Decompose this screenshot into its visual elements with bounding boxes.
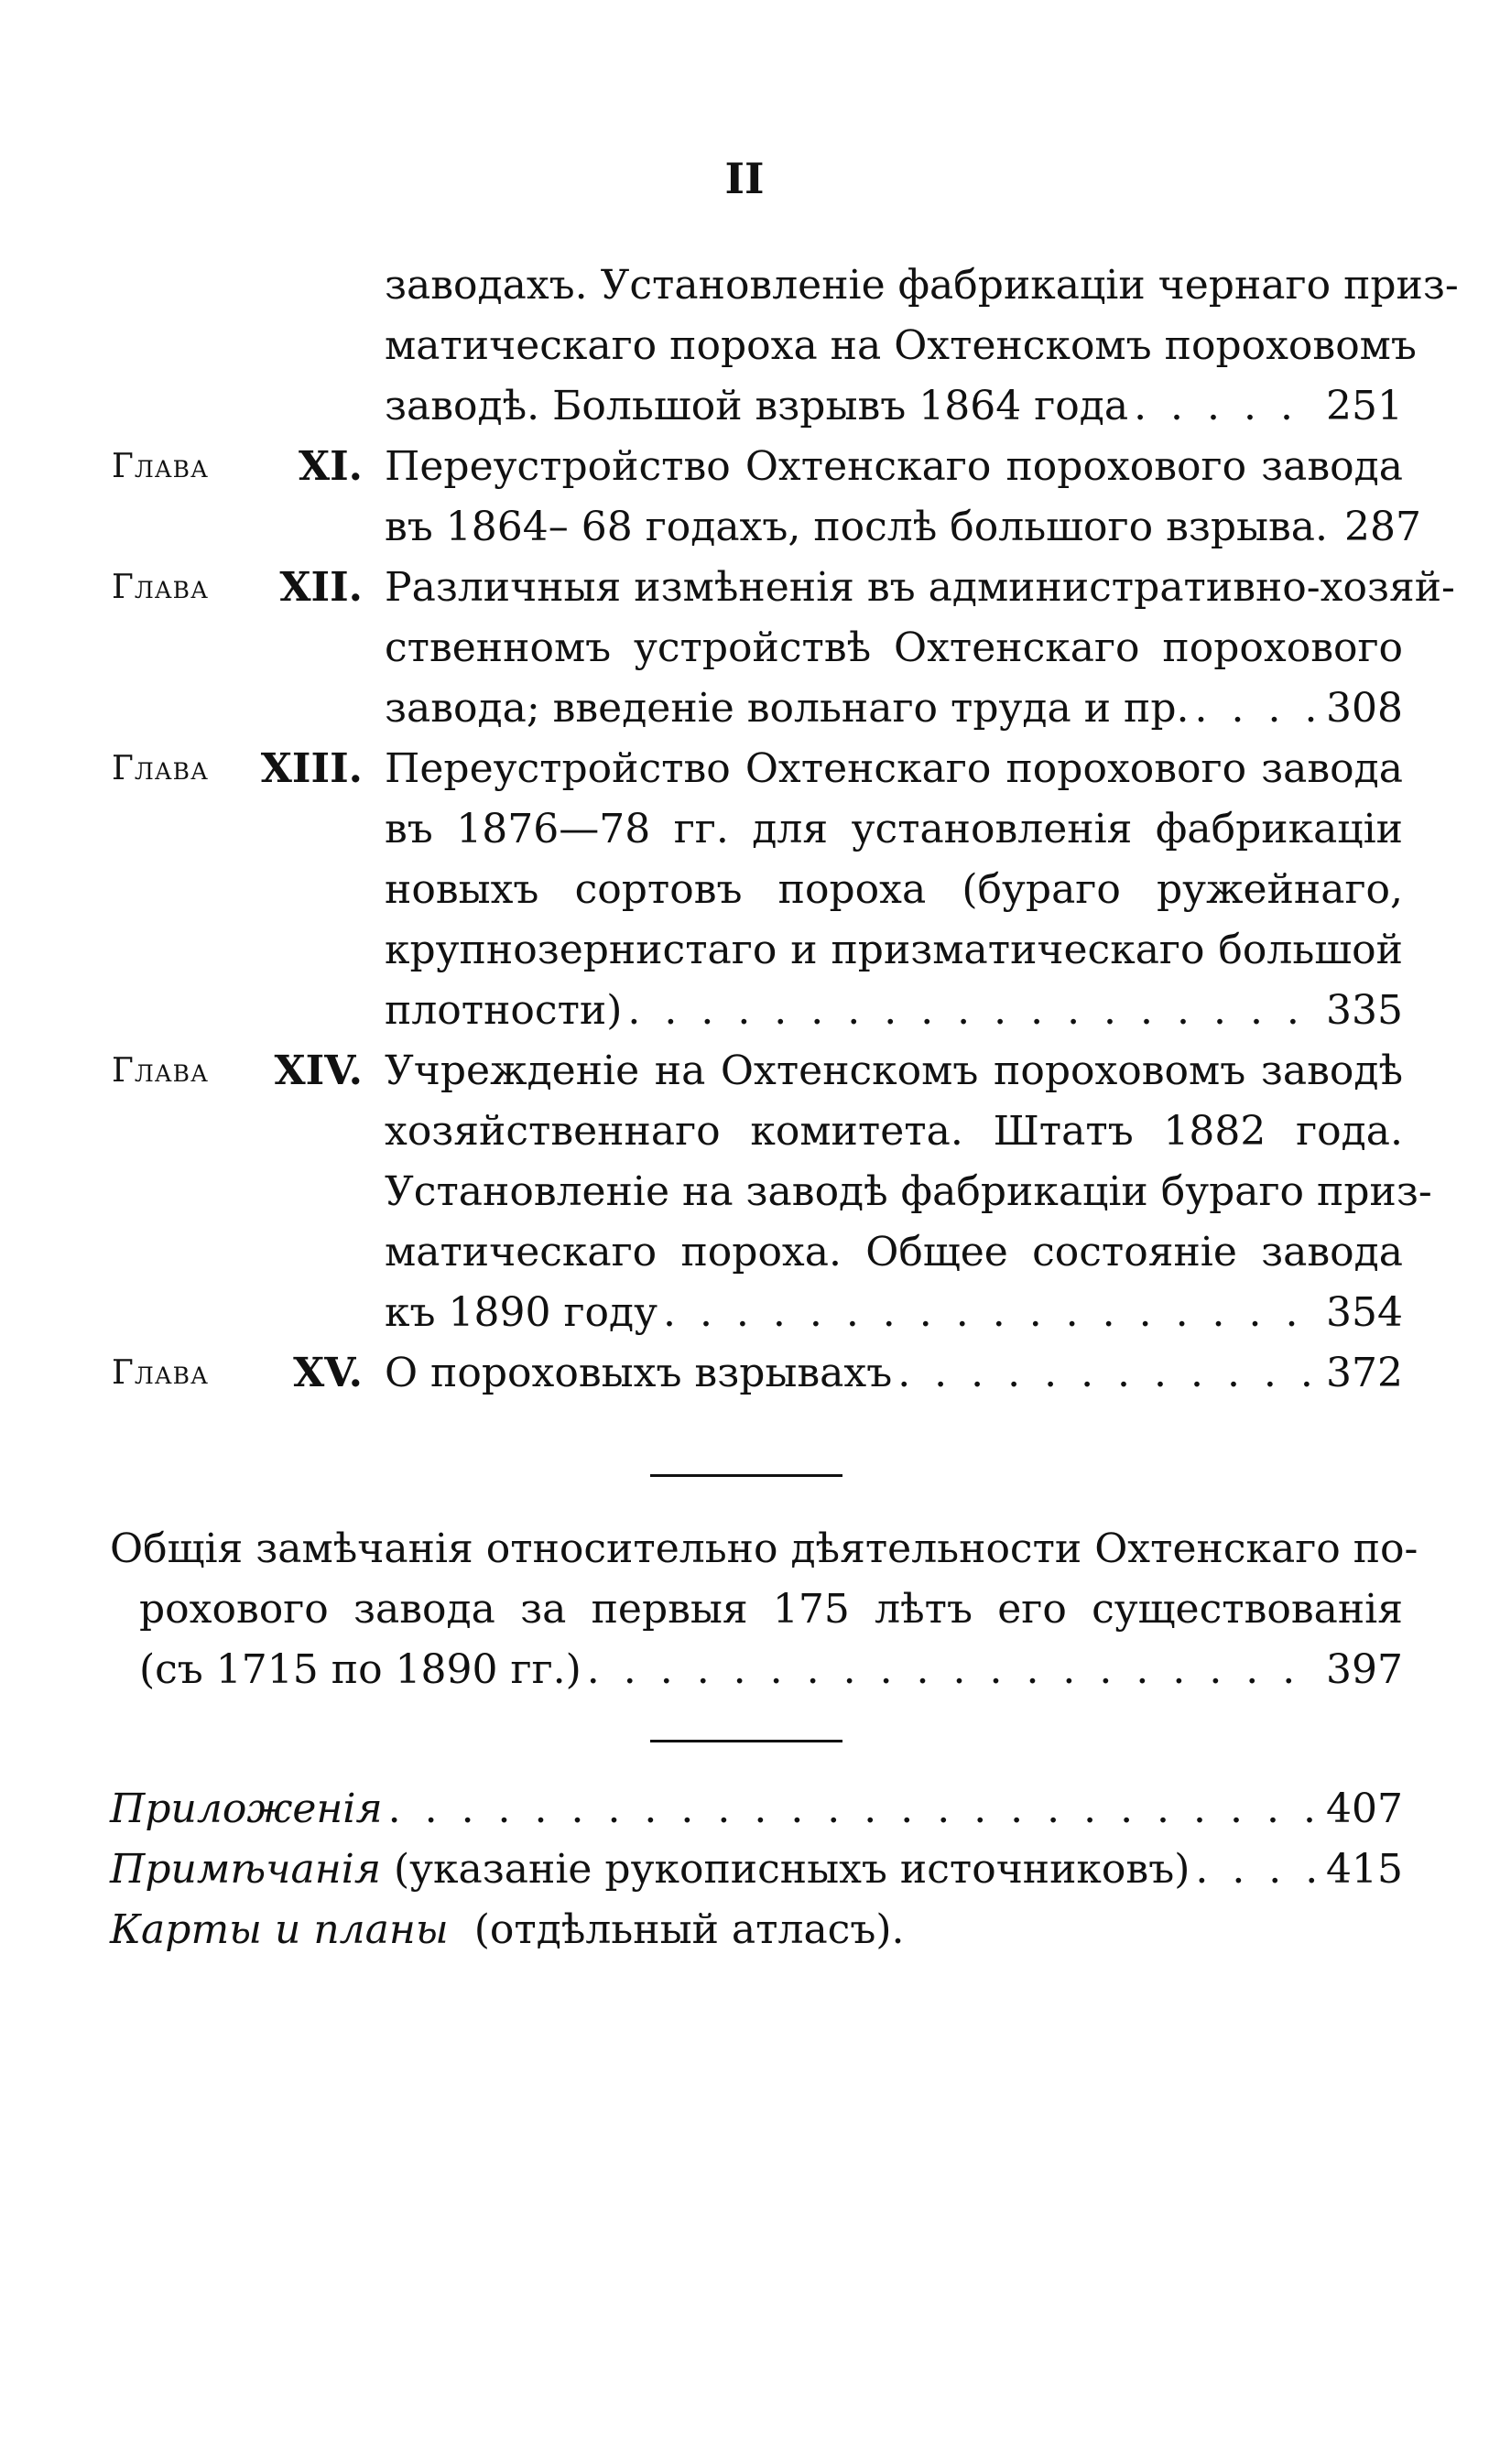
toc-line-text: завода; введеніе вольнаго труда и пр. <box>385 685 1190 732</box>
appendix-note: (отдѣльный атласъ). <box>473 1906 905 1953</box>
leader-dots <box>663 1286 1315 1341</box>
chapter-numeral: XII. <box>279 564 363 611</box>
page-ref: 354 <box>1326 1289 1403 1336</box>
toc-entry-last-line[interactable] <box>385 379 1403 434</box>
toc-line: крупнозернистаго и призматическаго большой <box>385 927 1403 973</box>
toc-line: матическаго пороха. Общее состояніе завода <box>385 1229 1403 1275</box>
toc-appendix-entry[interactable] <box>110 1903 1403 1958</box>
leader-dots <box>587 1643 1315 1698</box>
toc-appendix-entry[interactable] <box>110 1842 1403 1897</box>
toc-appendix-entry[interactable] <box>110 1782 1403 1837</box>
toc-line-text: къ 1890 году <box>385 1289 658 1336</box>
page-ref: 415 <box>1326 1846 1403 1893</box>
toc-entry-last-line[interactable] <box>385 500 1422 555</box>
chapter-label: Глава <box>112 750 209 787</box>
page-number: II <box>724 154 765 203</box>
page-ref: 407 <box>1326 1786 1403 1832</box>
toc-line: Общія замѣчанія относительно дѣятельности Охтенскаго по- <box>110 1525 1418 1572</box>
chapter-label: Глава <box>112 1354 209 1392</box>
appendix-title: Примѣчанія <box>110 1846 381 1893</box>
toc-line: новыхъ сортовъ пороха (бураго ружейнаго, <box>385 866 1403 913</box>
toc-line: Установленіе на заводѣ фабрикаціи бураго приз- <box>385 1168 1432 1215</box>
toc-line: Переустройство Охтенскаго порохового завода <box>385 443 1403 490</box>
toc-line-text: заводѣ. Большой взрывъ 1864 года <box>385 383 1129 429</box>
leader-dots <box>1195 681 1315 736</box>
toc-line: рохового завода за первыя 175 лѣтъ его существованія <box>139 1586 1403 1633</box>
toc-entry-last-line[interactable] <box>385 983 1403 1038</box>
toc-line-text: (съ 1715 по 1890 гг.) <box>139 1646 581 1693</box>
leader-dots <box>627 983 1315 1038</box>
section-divider <box>650 1474 842 1477</box>
page-ref: 251 <box>1326 383 1403 429</box>
chapter-numeral: XIV. <box>274 1047 363 1094</box>
toc-line: ственномъ устройствѣ Охтенскаго порохового <box>385 624 1403 671</box>
appendix-title: Карты и планы <box>110 1906 449 1953</box>
chapter-label: Глава <box>112 1052 209 1090</box>
page-ref: 335 <box>1326 987 1403 1034</box>
chapter-numeral: XI. <box>298 443 363 490</box>
appendix-note: (указаніе рукописныхъ источниковъ) <box>393 1846 1190 1893</box>
toc-line-text: въ 1864– 68 годахъ, послѣ большого взрыва. <box>385 504 1329 550</box>
toc-entry-last-line[interactable] <box>385 681 1403 736</box>
toc-line: въ 1876—78 гг. для установленія фабрикаціи <box>385 806 1403 852</box>
toc-line: матическаго пороха на Охтенскомъ пороховомъ <box>385 322 1417 369</box>
toc-entry-last-line[interactable] <box>385 1346 1403 1401</box>
leader-dots <box>388 1782 1315 1837</box>
chapter-numeral: XIII. <box>260 745 363 792</box>
leader-dots <box>1134 379 1315 434</box>
page-ref: 397 <box>1326 1646 1403 1693</box>
toc-line: заводахъ. Установленіе фабрикаціи чернаго приз- <box>385 262 1459 309</box>
chapter-numeral: XV. <box>293 1350 363 1396</box>
leader-dots <box>897 1346 1315 1401</box>
page-ref: 308 <box>1326 685 1403 732</box>
leader-dots <box>1195 1842 1315 1897</box>
section-divider <box>650 1740 842 1742</box>
toc-entry-last-line[interactable] <box>385 1286 1403 1341</box>
toc-entry-last-line[interactable] <box>139 1643 1403 1698</box>
toc-line: Переустройство Охтенскаго порохового завода <box>385 745 1403 792</box>
toc-line: Учрежденіе на Охтенскомъ пороховомъ заводѣ <box>385 1047 1403 1094</box>
appendix-title: Приложенія <box>110 1786 383 1832</box>
toc-line: Различныя измѣненія въ административно-хозяй- <box>385 564 1455 611</box>
toc-line: хозяйственнаго комитета. Штатъ 1882 года. <box>385 1108 1403 1155</box>
toc-line-text: О пороховыхъ взрывахъ <box>385 1350 893 1396</box>
toc-line-text: плотности) <box>385 987 623 1034</box>
page-ref: 287 <box>1344 504 1422 550</box>
page-ref: 372 <box>1326 1350 1403 1396</box>
chapter-label: Глава <box>112 569 209 606</box>
chapter-label: Глава <box>112 448 209 485</box>
